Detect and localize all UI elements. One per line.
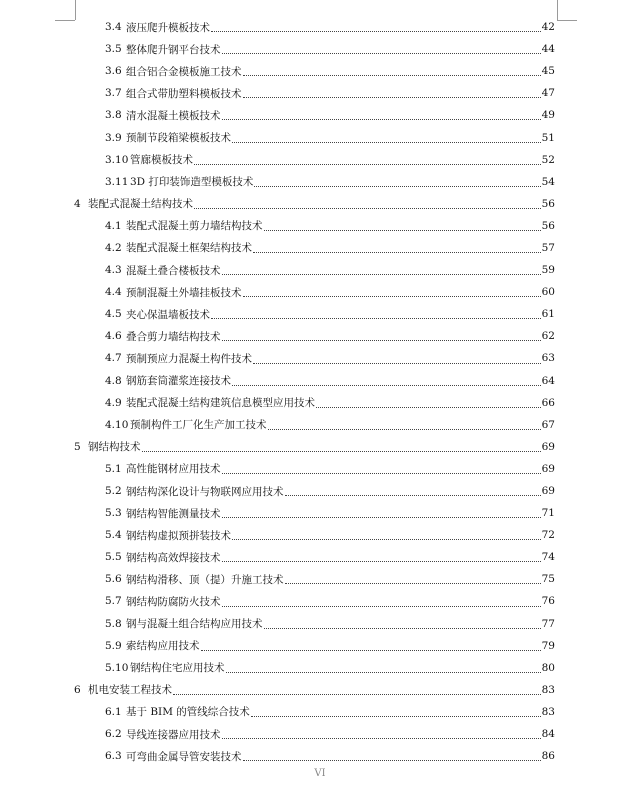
toc-entry-title: 钢结构防腐防火技术 [126, 595, 221, 608]
toc-entry-number: 3.4 [105, 21, 122, 34]
toc-entry-title: 钢结构高效焊接技术 [126, 551, 221, 564]
toc-entry-title: 液压爬升模板技术 [126, 21, 210, 34]
toc-entry-number: 3.8 [105, 109, 122, 122]
toc-entry-page: 67 [541, 418, 555, 431]
toc-entry-number: 5.8 [105, 617, 122, 630]
toc-entry-page: 51 [541, 131, 555, 144]
toc-entry-page: 86 [541, 750, 555, 763]
toc-section-entry[interactable] [0, 480, 640, 502]
toc-entry-title: 基于 BIM 的管线综合技术 [126, 706, 250, 719]
toc-section-entry[interactable] [0, 60, 640, 82]
toc-entry-page: 56 [541, 219, 555, 232]
toc-entry-page: 47 [541, 87, 555, 100]
toc-entry-title: 管廊模板技术 [130, 154, 193, 167]
toc-dot-leader [253, 362, 541, 364]
toc-entry-page: 42 [541, 21, 555, 34]
toc-entry-page: 75 [541, 573, 555, 586]
toc-section-entry[interactable] [0, 303, 640, 325]
toc-entry-page: 76 [541, 595, 555, 608]
toc-entry-title: 钢结构深化设计与物联网应用技术 [126, 485, 284, 498]
toc-entry-title: 钢结构住宅应用技术 [130, 662, 225, 675]
toc-entry-page: 69 [541, 485, 555, 498]
toc-entry-page: 61 [541, 308, 555, 321]
toc-entry-page: 74 [541, 551, 555, 564]
toc-entry-page: 80 [541, 661, 555, 674]
toc-section-entry[interactable] [0, 546, 640, 568]
toc-dot-leader [264, 627, 541, 629]
toc-section-entry[interactable] [0, 392, 640, 414]
toc-entry-number: 5.3 [105, 507, 122, 520]
toc-dot-leader [201, 649, 541, 651]
toc-dot-leader [222, 472, 541, 474]
toc-dot-leader [173, 693, 541, 695]
toc-section-entry[interactable] [0, 281, 640, 303]
toc-entry-page: 79 [541, 639, 555, 652]
toc-entry-page: 77 [541, 617, 555, 630]
toc-entry-title: 预制节段箱梁模板技术 [126, 132, 231, 145]
toc-entry-number: 5.1 [105, 462, 122, 475]
toc-section-entry[interactable] [0, 16, 640, 38]
toc-entry-number: 6.1 [105, 705, 122, 718]
toc-entry-number: 5 [74, 440, 81, 453]
toc-entry-title: 导线连接器应用技术 [126, 728, 221, 741]
toc-entry-number: 4.6 [105, 330, 122, 343]
toc-dot-leader [222, 52, 541, 54]
toc-section-entry[interactable] [0, 237, 640, 259]
toc-entry-page: 84 [541, 728, 555, 741]
toc-section-entry[interactable] [0, 126, 640, 148]
toc-entry-title: 预制构件工厂化生产加工技术 [130, 419, 267, 432]
toc-entry-title: 装配式混凝土框架结构技术 [126, 242, 252, 255]
toc-entry-page: 62 [541, 330, 555, 343]
toc-entry-title: 钢结构滑移、顶（提）升施工技术 [126, 573, 284, 586]
toc-entry-page: 69 [541, 462, 555, 475]
toc-section-entry[interactable] [0, 613, 640, 635]
toc-entry-title: 整体爬升钢平台技术 [126, 43, 221, 56]
toc-section-entry[interactable] [0, 657, 640, 679]
toc-section-entry[interactable] [0, 171, 640, 193]
toc-entry-number: 6.2 [105, 728, 122, 741]
toc-entry-title: 预制混凝土外墙挂板技术 [126, 286, 242, 299]
toc-section-entry[interactable] [0, 347, 640, 369]
toc-entry-title: 机电安装工程技术 [88, 684, 172, 697]
toc-dot-leader [285, 582, 541, 584]
toc-entry-number: 4.5 [105, 308, 122, 321]
toc-dot-leader [222, 560, 541, 562]
toc-dot-leader [211, 317, 541, 319]
toc-chapter-entry[interactable] [0, 436, 640, 458]
toc-entry-title: 装配式混凝土结构技术 [88, 198, 193, 211]
toc-section-entry[interactable] [0, 104, 640, 126]
toc-entry-number: 4.9 [105, 396, 122, 409]
toc-entry-title: 钢结构虚拟预拼装技术 [126, 529, 231, 542]
toc-entry-number: 3.7 [105, 87, 122, 100]
toc-entry-page: 66 [541, 396, 555, 409]
toc-entry-title: 钢结构技术 [88, 441, 141, 454]
toc-dot-leader [243, 295, 541, 297]
toc-entry-page: 52 [541, 153, 555, 166]
toc-section-entry[interactable] [0, 745, 640, 767]
toc-dot-leader [222, 737, 541, 739]
toc-section-entry[interactable] [0, 635, 640, 657]
toc-entry-title: 3D 打印装饰造型模板技术 [130, 176, 254, 189]
toc-entry-title: 钢与混凝土组合结构应用技术 [126, 618, 263, 631]
toc-chapter-entry[interactable] [0, 193, 640, 215]
toc-entry-number: 3.10 [105, 153, 129, 166]
toc-entry-page: 72 [541, 529, 555, 542]
toc-section-entry[interactable] [0, 370, 640, 392]
page-number-footer: VI [314, 768, 326, 779]
toc-section-entry[interactable] [0, 502, 640, 524]
toc-dot-leader [222, 118, 541, 120]
toc-section-entry[interactable] [0, 568, 640, 590]
toc-dot-leader [251, 715, 541, 717]
toc-entry-number: 5.9 [105, 639, 122, 652]
toc-entry-page: 57 [541, 241, 555, 254]
toc-section-entry[interactable] [0, 723, 640, 745]
toc-entry-title: 混凝土叠合楼板技术 [126, 264, 221, 277]
toc-entry-title: 可弯曲金属导管安装技术 [126, 750, 242, 763]
toc-entry-title: 钢筋套筒灌浆连接技术 [126, 375, 231, 388]
toc-entry-title: 夹心保温墙板技术 [126, 308, 210, 321]
toc-entry-page: 59 [541, 264, 555, 277]
toc-entry-title: 装配式混凝土剪力墙结构技术 [126, 220, 263, 233]
toc-entry-number: 6 [74, 683, 81, 696]
toc-section-entry[interactable] [0, 325, 640, 347]
toc-entry-number: 4.10 [105, 418, 129, 431]
toc-entry-page: 45 [541, 65, 555, 78]
toc-entry-page: 71 [541, 507, 555, 520]
toc-entry-number: 4.7 [105, 352, 122, 365]
toc-section-entry[interactable] [0, 458, 640, 480]
toc-section-entry[interactable] [0, 259, 640, 281]
toc-dot-leader [211, 30, 541, 32]
toc-section-entry[interactable] [0, 414, 640, 436]
toc-entry-number: 6.3 [105, 750, 122, 763]
toc-dot-leader [226, 671, 541, 673]
toc-dot-leader [222, 339, 541, 341]
toc-entry-page: 54 [541, 175, 555, 188]
toc-dot-leader [222, 516, 541, 518]
toc-entry-number: 5.2 [105, 485, 122, 498]
toc-dot-leader [243, 759, 541, 761]
toc-entry-number: 3.11 [105, 175, 129, 188]
toc-dot-leader [232, 538, 541, 540]
toc-section-entry[interactable] [0, 149, 640, 171]
toc-entry-number: 3.9 [105, 131, 122, 144]
toc-entry-page: 64 [541, 374, 555, 387]
toc-entry-number: 5.10 [105, 661, 129, 674]
toc-section-entry[interactable] [0, 590, 640, 612]
toc-entry-page: 49 [541, 109, 555, 122]
toc-entry-title: 叠合剪力墙结构技术 [126, 330, 221, 343]
toc-entry-number: 5.7 [105, 595, 122, 608]
toc-entry-number: 4.1 [105, 219, 122, 232]
toc-dot-leader [232, 141, 541, 143]
toc-entry-title: 组合式带肋塑料模板技术 [126, 87, 242, 100]
toc-section-entry[interactable] [0, 215, 640, 237]
toc-dot-leader [264, 229, 541, 231]
toc-entry-number: 3.5 [105, 43, 122, 56]
toc-entry-title: 预制预应力混凝土构件技术 [126, 352, 252, 365]
toc-dot-leader [243, 74, 541, 76]
toc-dot-leader [222, 605, 541, 607]
toc-dot-leader [285, 494, 541, 496]
toc-entry-page: 83 [541, 683, 555, 696]
toc-entry-number: 5.6 [105, 573, 122, 586]
toc-dot-leader [316, 406, 541, 408]
toc-dot-leader [253, 251, 541, 253]
toc-entry-title: 高性能钢材应用技术 [126, 463, 221, 476]
toc-section-entry[interactable] [0, 701, 640, 723]
toc-dot-leader [268, 428, 541, 430]
toc-entry-page: 60 [541, 286, 555, 299]
toc-dot-leader [232, 384, 541, 386]
toc-dot-leader [254, 185, 540, 187]
toc-entry-title: 组合铝合金模板施工技术 [126, 65, 242, 78]
toc-entry-number: 4.8 [105, 374, 122, 387]
toc-section-entry[interactable] [0, 38, 640, 60]
toc-entry-number: 4 [74, 197, 81, 210]
toc-entry-number: 3.6 [105, 65, 122, 78]
toc-entry-number: 5.4 [105, 529, 122, 542]
toc-section-entry[interactable] [0, 82, 640, 104]
toc-entry-number: 4.4 [105, 286, 122, 299]
toc-dot-leader [142, 450, 541, 452]
toc-entry-title: 清水混凝土模板技术 [126, 109, 221, 122]
toc-entry-page: 83 [541, 705, 555, 718]
toc-entry-page: 63 [541, 352, 555, 365]
toc-dot-leader [194, 207, 541, 209]
toc-entry-number: 4.2 [105, 241, 122, 254]
toc-entry-number: 4.3 [105, 264, 122, 277]
toc-entry-number: 5.5 [105, 551, 122, 564]
toc-chapter-entry[interactable] [0, 679, 640, 701]
toc-section-entry[interactable] [0, 524, 640, 546]
table-of-contents [0, 16, 640, 767]
toc-dot-leader [243, 96, 541, 98]
toc-entry-page: 56 [541, 197, 555, 210]
toc-entry-page: 44 [541, 43, 555, 56]
toc-dot-leader [222, 273, 541, 275]
toc-entry-title: 索结构应用技术 [126, 640, 200, 653]
toc-entry-title: 装配式混凝土结构建筑信息模型应用技术 [126, 397, 315, 410]
toc-dot-leader [194, 163, 541, 165]
toc-entry-page: 69 [541, 440, 555, 453]
toc-entry-title: 钢结构智能测量技术 [126, 507, 221, 520]
